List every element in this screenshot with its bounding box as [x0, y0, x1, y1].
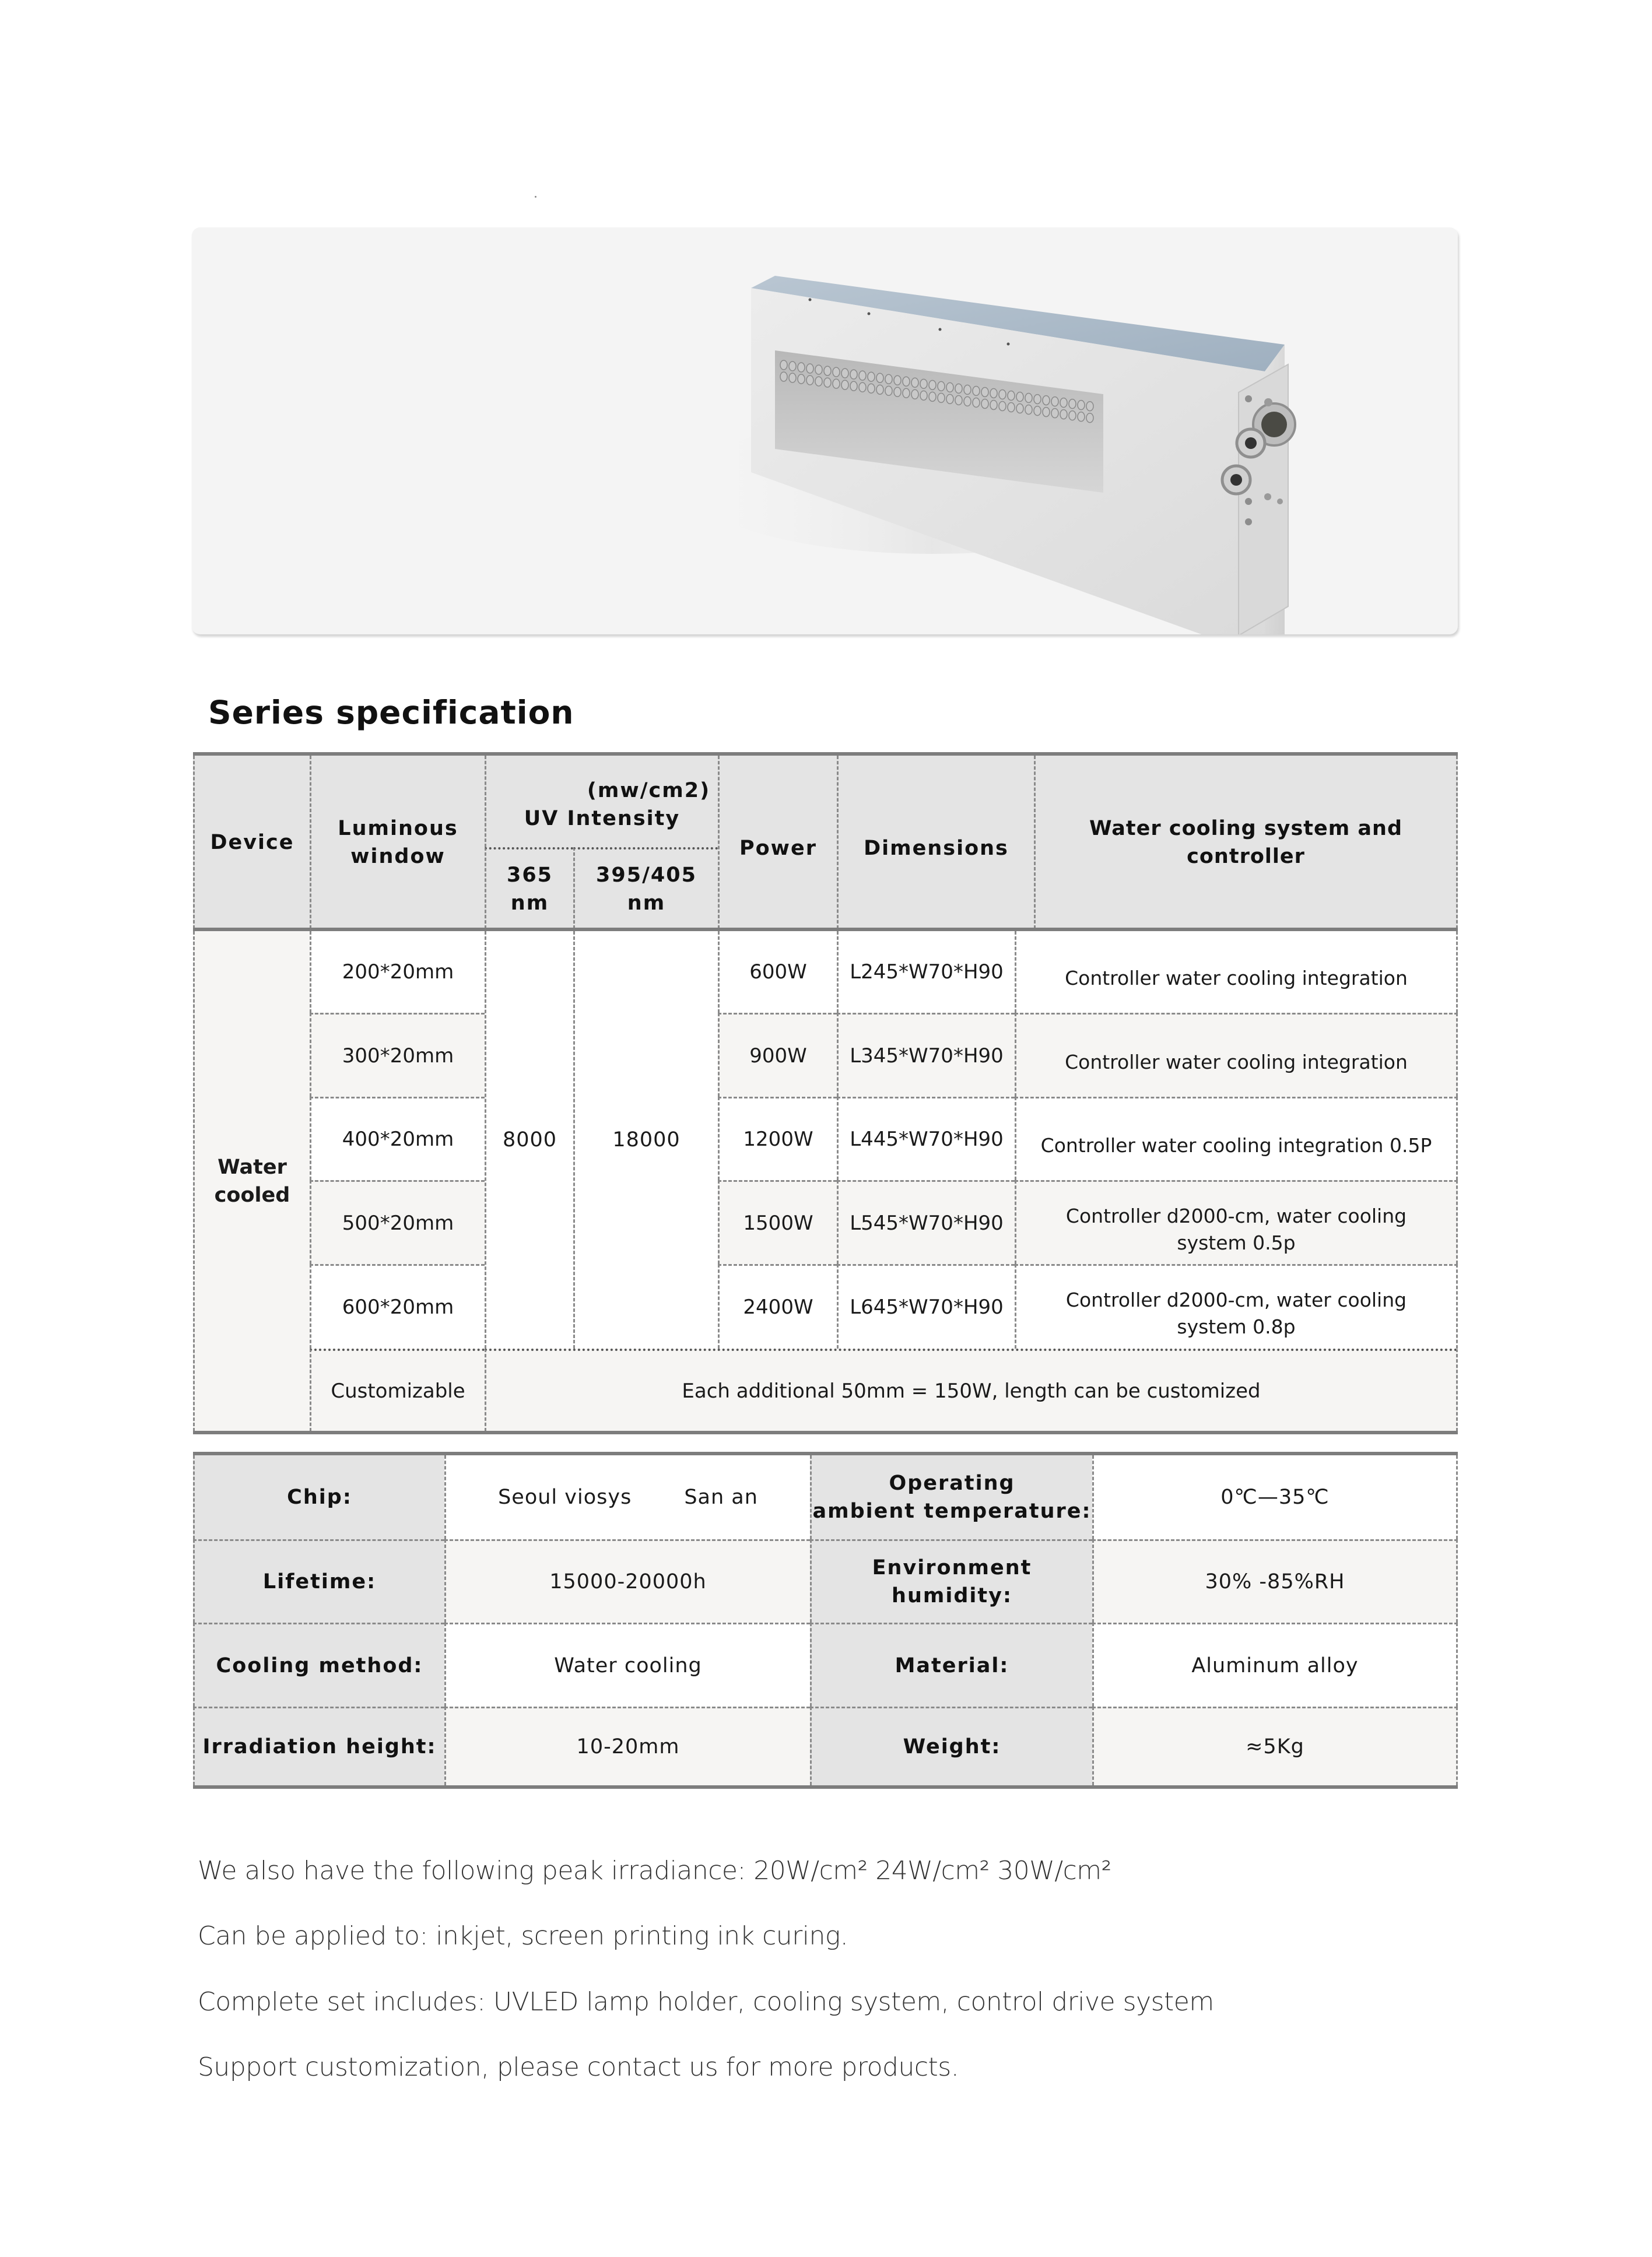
param-label: Weight: [810, 1707, 1092, 1785]
led-chip [999, 390, 1006, 399]
params-bottom-rule [193, 1785, 1458, 1789]
dimensions-cell: L445*W70*H90 [837, 1097, 1015, 1180]
param-label: Environment humidity: [810, 1539, 1092, 1623]
param-label: Operating ambient temperature: [810, 1455, 1092, 1539]
led-chip [789, 373, 796, 382]
led-chip [885, 374, 892, 384]
uv-lamp-illustration [192, 227, 1458, 634]
param-label: Material: [810, 1623, 1092, 1707]
header-device: Device [193, 756, 310, 929]
led-chip [973, 386, 980, 395]
power-cell: 600W [718, 931, 837, 1013]
led-chip [929, 392, 936, 401]
led-chip [1043, 396, 1050, 405]
led-chip [885, 386, 892, 395]
led-chip [938, 381, 945, 391]
led-chip [806, 364, 813, 373]
led-chip [911, 378, 918, 387]
led-chip [815, 377, 822, 386]
led-chip [824, 366, 831, 375]
dimensions-cell: L345*W70*H90 [837, 1013, 1015, 1097]
intensity-365-value: 8000 [485, 931, 573, 1349]
led-chip [798, 363, 805, 372]
luminous-window-cell: 600*20mm [310, 1264, 485, 1349]
luminous-window-cell: 200*20mm [310, 931, 485, 1013]
led-chip [850, 370, 857, 379]
led-chip [920, 379, 927, 388]
led-chip [859, 371, 866, 380]
controller-cell: Controller water cooling integration [1015, 1013, 1458, 1097]
led-chip [815, 365, 822, 374]
led-chip [894, 375, 901, 385]
led-chip [1086, 402, 1093, 411]
intensity-395-405-value: 18000 [573, 931, 718, 1349]
led-chip [964, 385, 971, 394]
controller-cell: Controller d2000-cm, water cooling system 0.5p [1015, 1180, 1458, 1264]
header-365nm: 365 nm [485, 847, 573, 929]
led-chip [833, 379, 840, 388]
led-chip [798, 374, 805, 384]
param-label: Cooling method: [193, 1623, 444, 1707]
led-chip [1051, 409, 1058, 418]
dimensions-cell: L645*W70*H90 [837, 1264, 1015, 1349]
custom-row-label: Customizable [310, 1349, 485, 1431]
dimensions-cell: L545*W70*H90 [837, 1180, 1015, 1264]
led-chip [981, 399, 988, 408]
header-power: Power [718, 756, 837, 929]
header-395-405nm: 395/405 nm [573, 847, 718, 929]
header-cooling-controller: Water cooling system and controller [1034, 756, 1458, 929]
led-chip [911, 389, 918, 399]
led-chip [876, 385, 883, 394]
led-chip [841, 380, 848, 389]
power-cell: 1200W [718, 1097, 837, 1180]
led-chip [1060, 398, 1067, 408]
luminous-window-cell: 300*20mm [310, 1013, 485, 1097]
led-chip [894, 387, 901, 396]
header-luminous-window: Luminous window [310, 756, 485, 929]
led-chip [868, 384, 875, 393]
product-photo [192, 227, 1458, 634]
note-peak-irradiance: We also have the following peak irradiance: 20W/cm² 24W/cm² 30W/cm² [198, 1856, 1111, 1886]
table-bottom-rule [193, 1431, 1458, 1434]
power-cell: 900W [718, 1013, 837, 1097]
power-cell: 1500W [718, 1180, 837, 1264]
led-chip [850, 381, 857, 391]
led-chip [1060, 410, 1067, 419]
led-chip [833, 367, 840, 377]
led-chip [990, 400, 997, 409]
param-label: Chip: [193, 1455, 444, 1539]
device-water-cooled: Water cooled [193, 931, 310, 1431]
luminous-window-cell: 500*20mm [310, 1180, 485, 1264]
param-value: Seoul viosys San an [444, 1455, 810, 1539]
luminous-window-cell: 400*20mm [310, 1097, 485, 1180]
led-chip [903, 388, 910, 398]
led-chip [920, 391, 927, 400]
led-chip [946, 382, 953, 392]
led-chip [868, 372, 875, 381]
led-chip [1069, 411, 1076, 420]
controller-cell: Controller water cooling integration [1015, 931, 1458, 1013]
note-applications: Can be applied to: inkjet, screen printing ink curing. [198, 1921, 848, 1951]
led-chip [1016, 392, 1023, 402]
param-value: 10-20mm [444, 1707, 810, 1785]
led-chip [1008, 403, 1015, 412]
led-chip [964, 396, 971, 406]
led-chip [938, 393, 945, 402]
led-chip [1069, 399, 1076, 409]
header-uv-intensity: (mw/cm2) UV Intensity [485, 756, 718, 847]
led-chip [1051, 397, 1058, 406]
led-chip [1043, 408, 1050, 417]
led-chip [1025, 394, 1032, 403]
section-title: Series specification [208, 694, 574, 731]
led-chip [929, 380, 936, 389]
led-chip [990, 388, 997, 398]
led-chip [981, 387, 988, 396]
controller-cell: Controller d2000-cm, water cooling system 0.8p [1015, 1264, 1458, 1349]
led-chip [789, 361, 796, 371]
param-value: 15000-20000h [444, 1539, 810, 1623]
led-chip [859, 382, 866, 392]
led-chip [999, 402, 1006, 411]
led-chip [824, 378, 831, 387]
led-chip [1078, 412, 1085, 422]
header-dimensions: Dimensions [837, 756, 1034, 929]
controller-cell: Controller water cooling integration 0.5P [1015, 1097, 1458, 1180]
param-value: Aluminum alloy [1092, 1623, 1458, 1707]
custom-row-note: Each additional 50mm = 150W, length can be customized [485, 1349, 1458, 1431]
led-chip [973, 398, 980, 407]
note-customization: Support customization, please contact us for more products. [198, 2052, 959, 2082]
stray-mark [535, 196, 536, 198]
param-value: 30% -85%RH [1092, 1539, 1458, 1623]
led-chip [1016, 404, 1023, 413]
led-chip [955, 395, 962, 405]
led-chip [1034, 406, 1041, 416]
dimensions-cell: L245*W70*H90 [837, 931, 1015, 1013]
param-value: Water cooling [444, 1623, 810, 1707]
led-chip [1034, 395, 1041, 404]
led-chip [780, 360, 787, 370]
power-cell: 2400W [718, 1264, 837, 1349]
led-chip [946, 394, 953, 403]
led-chip [806, 375, 813, 385]
led-chip [841, 368, 848, 378]
param-label: Lifetime: [193, 1539, 444, 1623]
param-value: 0℃—35℃ [1092, 1455, 1458, 1539]
note-complete-set: Complete set includes: UVLED lamp holder, cooling system, control drive system [198, 1987, 1214, 2017]
led-chip [1078, 401, 1085, 410]
led-chip [1025, 405, 1032, 415]
param-label: Irradiation height: [193, 1707, 444, 1785]
led-chip [1086, 413, 1093, 423]
led-chip [955, 384, 962, 393]
led-chip [780, 372, 787, 381]
led-chip [1008, 391, 1015, 401]
param-value: ≈5Kg [1092, 1707, 1458, 1785]
led-chip [903, 377, 910, 386]
led-chip [876, 373, 883, 382]
